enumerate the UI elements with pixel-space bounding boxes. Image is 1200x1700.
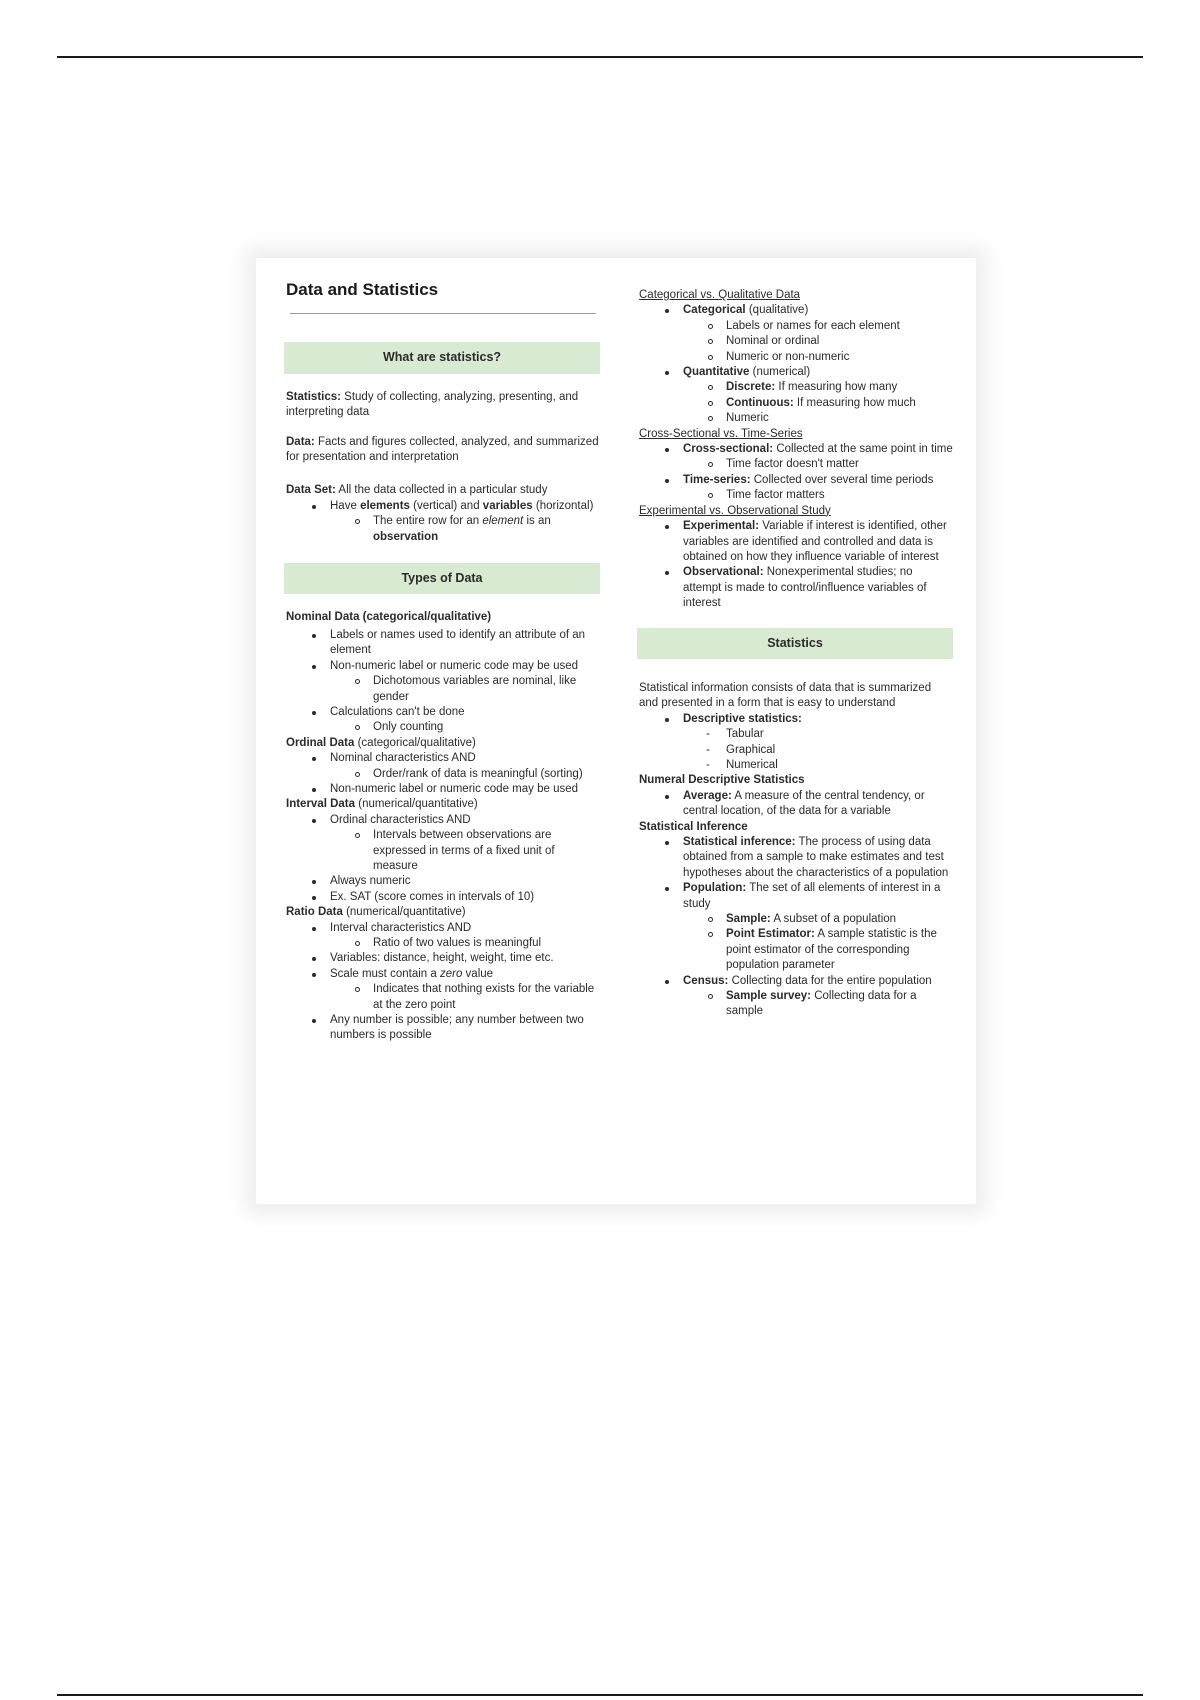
list-item: - Numerical — [639, 758, 953, 773]
term: Data: — [286, 435, 315, 448]
dataset-list — [286, 499, 600, 545]
list-item: Population: The set of all elements of interest in a study — [639, 881, 953, 912]
list-item: Statistical inference: The process of using data obtained from a sample to make estimates and test hypotheses about the characteristics of a population — [639, 835, 953, 881]
list-item: Quantitative (numerical) — [639, 365, 953, 380]
ordinal-list — [286, 751, 600, 797]
list-item: Scale must contain a zero value — [286, 967, 600, 982]
list-item: Intervals between observations are expressed in terms of a fixed unit of measure — [286, 828, 600, 874]
interval-list — [286, 813, 600, 905]
experimental-list — [639, 519, 953, 611]
list-item: Labels or names for each element — [639, 319, 953, 334]
list-item: Sample survey: Collecting data for a sample — [639, 989, 953, 1020]
experimental-heading: Experimental vs. Observational Study — [639, 504, 831, 517]
list-item: - Tabular — [639, 727, 953, 742]
list-item: Time-series: Collected over several time periods — [639, 473, 953, 488]
statistics-definition — [286, 390, 600, 421]
cross-sectional-list — [639, 442, 953, 504]
nominal-heading: Nominal Data (categorical/qualitative) — [286, 611, 492, 624]
descriptive-list — [639, 712, 953, 774]
list-item: Sample: A subset of a population — [639, 912, 953, 927]
numeral-descriptive-list — [639, 789, 953, 820]
ordinal-heading: Ordinal Data (categorical/qualitative) — [286, 736, 476, 749]
definition: Study of collecting, analyzing, presenting, and interpreting data — [286, 390, 579, 419]
interval-heading: Interval Data (numerical/quantitative) — [286, 798, 478, 811]
list-item: Interval characteristics AND — [286, 921, 600, 936]
list-item: Ex. SAT (score comes in intervals of 10) — [286, 890, 600, 905]
list-item: Order/rank of data is meaningful (sorting) — [286, 767, 600, 782]
data-definition — [286, 435, 600, 466]
list-item: The entire row for an element is an observation — [286, 514, 600, 545]
list-item: - Graphical — [639, 743, 953, 758]
list-item: Experimental: Variable if interest is identified, other variables are identified and controlled and data is obtained on how they influence variable of interest — [639, 519, 953, 565]
ratio-heading: Ratio Data (numerical/quantitative) — [286, 906, 466, 919]
section-band-statistics: Statistics — [637, 628, 953, 659]
statistics-paragraph: Statistical information consists of data that is summarized and presented in a form that is easy to understand — [639, 681, 932, 710]
list-item: Ratio of two values is meaningful — [286, 936, 600, 951]
title-divider — [290, 313, 596, 314]
page-bottom-rule — [57, 1694, 1143, 1696]
list-item: Indicates that nothing exists for the variable at the zero point — [286, 982, 600, 1013]
categorical-list — [639, 303, 953, 426]
list-item: Point Estimator: A sample statistic is the point estimator of the corresponding population parameter — [639, 927, 953, 973]
list-item: Categorical (qualitative) — [639, 303, 953, 318]
term: Statistics: — [286, 390, 341, 403]
list-item: Discrete: If measuring how many — [639, 380, 953, 395]
nominal-list — [286, 628, 600, 736]
page-top-rule — [57, 56, 1143, 58]
list-item: Observational: Nonexperimental studies; no attempt is made to control/influence variables of interest — [639, 565, 953, 611]
section-band-types-of-data: Types of Data — [284, 563, 600, 594]
categorical-heading: Categorical vs. Qualitative Data — [639, 289, 801, 301]
list-item: Non-numeric label or numeric code may be used — [286, 782, 600, 797]
ratio-list — [286, 921, 600, 1044]
page-title: Data and Statistics — [286, 280, 439, 299]
definition: Facts and figures collected, analyzed, and summarized for presentation and interpretation — [286, 435, 599, 464]
list-item: Calculations can't be done — [286, 705, 600, 720]
document-page — [256, 258, 976, 1204]
list-item: Labels or names used to identify an attribute of an element — [286, 628, 600, 659]
list-item: Continuous: If measuring how much — [639, 396, 953, 411]
right-column — [639, 288, 953, 1020]
list-item: Numeric or non-numeric — [639, 350, 953, 365]
statistical-inference-heading: Statistical Inference — [639, 820, 748, 833]
term: Data Set: — [286, 484, 336, 497]
list-item: Nominal characteristics AND — [286, 751, 600, 766]
statistical-inference-list — [639, 835, 953, 1020]
cross-sectional-heading: Cross-Sectional vs. Time-Series — [639, 427, 803, 440]
list-item: Ordinal characteristics AND — [286, 813, 600, 828]
list-item: Always numeric — [286, 874, 600, 889]
list-item: Cross-sectional: Collected at the same point in time — [639, 442, 953, 457]
list-item: Any number is possible; any number between two numbers is possible — [286, 1013, 600, 1044]
list-item: Have elements (vertical) and variables (horizontal) — [286, 499, 600, 514]
list-item: Numeric — [639, 411, 953, 426]
definition: All the data collected in a particular study — [338, 484, 548, 497]
section-band-what-are-statistics: What are statistics? — [284, 342, 600, 373]
list-item: Average: A measure of the central tendency, or central location, of the data for a variable — [639, 789, 953, 820]
dataset-definition — [286, 483, 600, 498]
list-item: Census: Collecting data for the entire population — [639, 974, 953, 989]
numeral-descriptive-heading: Numeral Descriptive Statistics — [639, 774, 805, 787]
list-item: Nominal or ordinal — [639, 334, 953, 349]
list-item: Descriptive statistics: — [639, 712, 953, 727]
list-item: Dichotomous variables are nominal, like gender — [286, 674, 600, 705]
list-item: Time factor doesn't matter — [639, 457, 953, 472]
list-item: Time factor matters — [639, 488, 953, 503]
list-item: Non-numeric label or numeric code may be used — [286, 659, 600, 674]
left-column — [286, 272, 600, 1044]
list-item: Variables: distance, height, weight, time etc. — [286, 951, 600, 966]
list-item: Only counting — [286, 720, 600, 735]
